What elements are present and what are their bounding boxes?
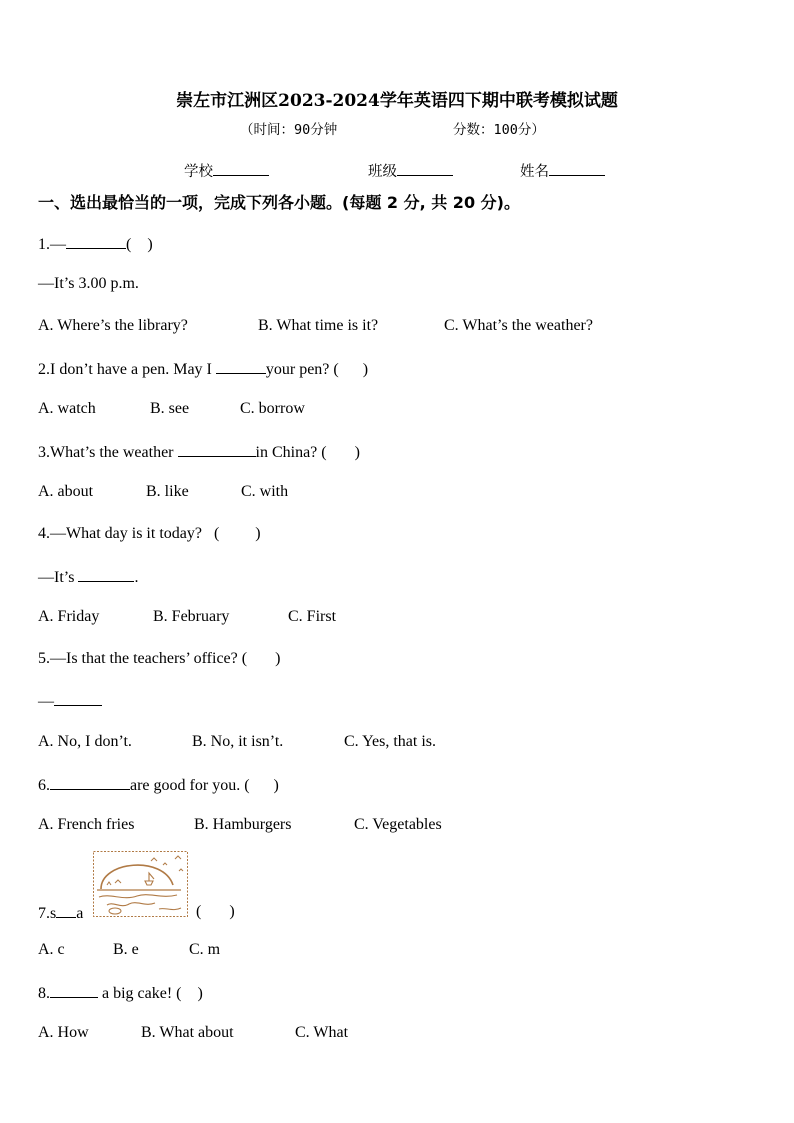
exam-time: （时间：90分钟 bbox=[240, 122, 338, 138]
school-field bbox=[184, 160, 269, 181]
q8-option-c[interactable]: C. What bbox=[295, 1024, 349, 1041]
answer-blank[interactable] bbox=[66, 233, 126, 249]
q5-option-a[interactable]: A. No, I don’t. bbox=[38, 733, 132, 750]
q3-option-c[interactable]: C. with bbox=[241, 483, 289, 500]
answer-blank[interactable] bbox=[78, 566, 134, 582]
q5-option-c[interactable]: C. Yes, that is. bbox=[344, 733, 437, 750]
question-5: 5.—Is that the teachers’ office? ( ) bbox=[38, 650, 281, 667]
q6-option-b[interactable]: B. Hamburgers bbox=[194, 816, 292, 833]
name-field bbox=[520, 160, 605, 181]
q4-option-a[interactable]: A. Friday bbox=[38, 608, 100, 625]
q3-option-b[interactable]: B. like bbox=[146, 483, 189, 500]
school-blank[interactable] bbox=[213, 161, 269, 176]
q1-option-b[interactable]: B. What time is it? bbox=[258, 317, 379, 334]
answer-blank[interactable] bbox=[54, 690, 102, 706]
q6-option-c[interactable]: C. Vegetables bbox=[354, 816, 442, 833]
school-label: 学校 bbox=[184, 164, 213, 180]
q4-option-b[interactable]: B. February bbox=[153, 608, 230, 625]
q1-option-a[interactable]: A. Where’s the library? bbox=[38, 317, 188, 334]
question-4: 4.—What day is it today? ( ) bbox=[38, 525, 261, 542]
question-8: 8. a big cake! ( ) bbox=[38, 982, 203, 1004]
question-7: 7.s a bbox=[38, 902, 83, 924]
question-2: 2.I don’t have a pen. May I your pen? ( ) bbox=[38, 358, 368, 380]
class-blank[interactable] bbox=[397, 161, 453, 176]
q6-option-a[interactable]: A. French fries bbox=[38, 816, 135, 833]
q4-option-c[interactable]: C. First bbox=[288, 608, 337, 625]
q8-option-b[interactable]: B. What about bbox=[141, 1024, 234, 1041]
q2-option-c[interactable]: C. borrow bbox=[240, 400, 305, 417]
answer-blank[interactable] bbox=[50, 774, 130, 790]
question-1-reply: —It’s 3.00 p.m. bbox=[38, 275, 139, 292]
q1-option-c[interactable]: C. What’s the weather? bbox=[444, 317, 593, 334]
question-1: 1.— ( ) bbox=[38, 233, 153, 255]
class-field bbox=[368, 160, 453, 181]
class-label: 班级 bbox=[368, 164, 397, 180]
q3-option-a[interactable]: A. about bbox=[38, 483, 94, 500]
answer-blank[interactable] bbox=[216, 358, 266, 374]
exam-score: 分数：100分） bbox=[453, 122, 545, 138]
q8-option-a[interactable]: A. How bbox=[38, 1024, 89, 1041]
page-title: 崇左市江洲区2023-2024学年英语四下期中联考模拟试题 bbox=[176, 91, 618, 111]
q2-option-b[interactable]: B. see bbox=[150, 400, 190, 417]
name-label: 姓名 bbox=[520, 164, 549, 180]
q5-option-b[interactable]: B. No, it isn’t. bbox=[192, 733, 284, 750]
question-7-brackets: ( ) bbox=[196, 903, 235, 920]
answer-blank[interactable] bbox=[56, 902, 76, 918]
question-5-reply: — bbox=[38, 690, 102, 712]
answer-blank[interactable] bbox=[50, 982, 98, 998]
question-3: 3.What’s the weather in China? ( ) bbox=[38, 441, 360, 463]
q7-option-c[interactable]: C. m bbox=[189, 941, 221, 958]
q2-option-a[interactable]: A. watch bbox=[38, 400, 96, 417]
name-blank[interactable] bbox=[549, 161, 605, 176]
answer-blank[interactable] bbox=[178, 441, 256, 457]
section-heading: 一、选出最恰当的一项，完成下列各小题。(每题 2 分, 共 20 分)。 bbox=[38, 193, 520, 212]
q7-option-b[interactable]: B. e bbox=[113, 941, 139, 958]
question-6: 6. are good for you. ( ) bbox=[38, 774, 279, 796]
sunset-sketch-image bbox=[93, 851, 188, 917]
question-4-reply: —It’s . bbox=[38, 566, 138, 588]
q7-option-a[interactable]: A. c bbox=[38, 941, 65, 958]
